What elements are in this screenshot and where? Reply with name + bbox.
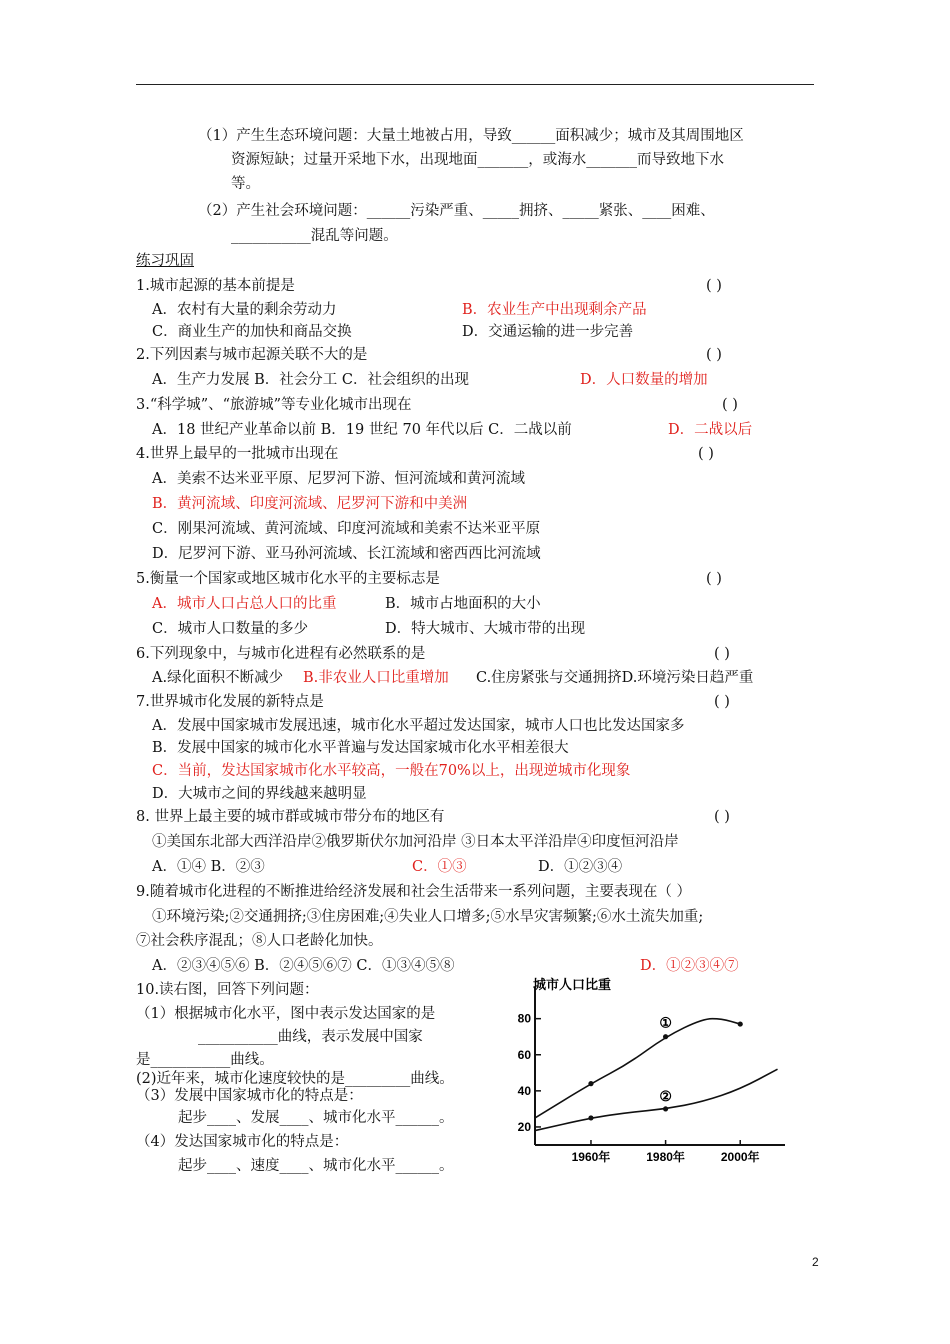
q4-option-a: A．美索不达米亚平原、尼罗河下游、恒河流域和黄河流域 [152,471,525,487]
q8-option-d: D．①②③④ [538,859,623,875]
q7-stem: 7.世界城市化发展的新特点是 [136,694,324,710]
series-point [663,1106,668,1111]
top-text-1a: （1）产生生态环境问题：大量土地被占用，导致______面积减少；城市及其周围地区 [198,128,744,144]
q2-paren: ( ) [706,347,722,363]
q6-options-cd: C.住房紧张与交通拥挤D.环境污染日趋严重 [476,670,754,686]
series-point [738,1021,743,1026]
q8-choices: ①美国东北部大西洋沿岸②俄罗斯伏尔加河沿岸 ③日本太平洋沿岸④印度恒河沿岸 [152,834,679,850]
q10-s4b: 起步____、速度____、城市化水平______。 [178,1158,454,1174]
q7-paren: ( ) [714,694,730,710]
series-point [588,1115,593,1120]
q7-option-b: B．发展中国家的城市化水平普遍与发达国家城市化水平相差很大 [152,740,569,756]
series-line-1 [535,1019,740,1118]
q2-option-d: D．人口数量的增加 [580,372,708,388]
x-tick-label: 2000年 [720,1150,760,1164]
q4-option-b: B．黄河流域、印度河流域、尼罗河下游和中美洲 [152,496,468,512]
q9-option-d: D．①②③④⑦ [640,958,739,974]
q1-paren: ( ) [706,278,722,294]
q8-paren: ( ) [714,809,730,825]
q6-option-b: B.非农业人口比重增加 [303,670,449,686]
q10-s1c: 是___________曲线。 [136,1052,274,1068]
q5-option-d: D．特大城市、大城市带的出现 [385,621,586,637]
q9-list-1: ①环境污染;②交通拥挤;③住房困难;④失业人口增多;⑤水旱灾害频繁;⑥水土流失加重; [152,909,704,925]
series-point [588,1081,593,1086]
top-text-2a: （2）产生社会环境问题：______污染严重、_____拥挤、_____紧张、____困难、 [198,203,715,219]
page-number: 2 [812,1255,819,1269]
q1-option-d: D．交通运输的进一步完善 [462,324,634,340]
q7-option-a: A．发展中国家城市发展迅速，城市化水平超过发达国家，城市人口也比发达国家多 [152,718,685,734]
q2-options-abc: A．生产力发展 B．社会分工 C．社会组织的出现 [152,372,469,388]
y-tick-label: 60 [517,1047,531,1062]
q10-s3b: 起步____、发展____、城市化水平______。 [178,1110,454,1126]
q6-option-a: A.绿化面积不断减少 [152,670,284,686]
q3-paren: ( ) [722,397,738,413]
q4-option-d: D．尼罗河下游、亚马孙河流域、长江流域和密西西比河流域 [152,546,541,562]
series-point [663,1034,668,1039]
q10-s4: （4）发达国家城市化的特点是： [136,1134,349,1150]
q8-stem: 8. 世界上最主要的城市群或城市带分布的地区有 [136,809,445,825]
q5-option-a: A．城市人口占总人口的比重 [152,596,337,612]
q10-s1a: （1）根据城市化水平，图中表示发达国家的是 [136,1006,436,1022]
y-tick-label: 20 [517,1119,531,1134]
series-label-1: ① [659,1014,672,1031]
q1-option-b: B．农业生产中出现剩余产品 [462,302,647,318]
top-text-2b: ___________混乱等问题。 [231,228,398,244]
q4-paren: ( ) [698,446,714,462]
top-text-1c: 等。 [231,176,260,192]
header-rule [136,84,814,85]
q5-option-c: C．城市人口数量的多少 [152,621,309,637]
x-tick-label: 1960年 [571,1150,611,1164]
q10-s1b: ___________曲线，表示发展中国家 [198,1029,423,1045]
q2-stem: 2.下列因素与城市起源关联不大的是 [136,347,368,363]
q8-option-c: C．①③ [412,859,467,875]
q4-option-c: C．刚果河流域、黄河流域、印度河流域和美索不达米亚平原 [152,521,541,537]
q8-options-ab: A．①④ B．②③ [152,859,265,875]
y-tick-label: 80 [517,1011,531,1026]
q7-option-d: D．大城市之间的界线越来越明显 [152,786,367,802]
q3-options-abc: A．18 世纪产业革命以前 B．19 世纪 70 年代以后 C．二战以前 [152,422,572,438]
x-tick-label: 1980年 [646,1150,685,1164]
q9-list-2: ⑦社会秩序混乱；⑧人口老龄化加快。 [136,933,383,949]
y-tick-label: 40 [517,1083,531,1098]
q9-stem: 9.随着城市化进程的不断推进给经济发展和社会生活带来一系列问题，主要表现在（ ） [136,884,691,900]
q5-stem: 5.衡量一个国家或地区城市化水平的主要标志是 [136,571,440,587]
q6-paren: ( ) [714,646,730,662]
q4-stem: 4.世界上最早的一批城市出现在 [136,446,339,462]
q10-stem: 10.读右图，回答下列问题： [136,982,319,998]
q6-stem: 6.下列现象中，与城市化进程有必然联系的是 [136,646,426,662]
series-label-2: ② [659,1087,672,1104]
q1-option-c: C．商业生产的加快和商品交换 [152,324,352,340]
q3-stem: 3.“科学城”、“旅游城”等专业化城市出现在 [136,397,412,413]
q10-s3: （3）发展中国家城市化的特点是： [136,1088,363,1104]
q5-paren: ( ) [706,571,722,587]
series-line-2 [535,1069,778,1130]
q3-option-d: D．二战以后 [668,422,753,438]
q9-options-abc: A．②③④⑤⑥ B．②④⑤⑥⑦ C．①③④⑤⑧ [152,958,455,974]
q5-option-b: B．城市占地面积的大小 [385,596,541,612]
q1-stem: 1.城市起源的基本前提是 [136,278,295,294]
top-text-1b: 资源短缺；过量开采地下水，出现地面_______，或海水_______而导致地下水 [231,152,724,168]
y-axis-label: 城市人口比重 [533,977,612,992]
q1-option-a: A．农村有大量的剩余劳动力 [152,302,337,318]
urbanization-chart [500,975,790,1170]
q7-option-c: C．当前，发达国家城市化水平较高，一般在70%以上，出现逆城市化现象 [152,763,631,779]
section-title: 练习巩固 [136,253,194,269]
q10-s2: (2)近年来，城市化速度较快的是_________曲线。 [136,1071,454,1087]
